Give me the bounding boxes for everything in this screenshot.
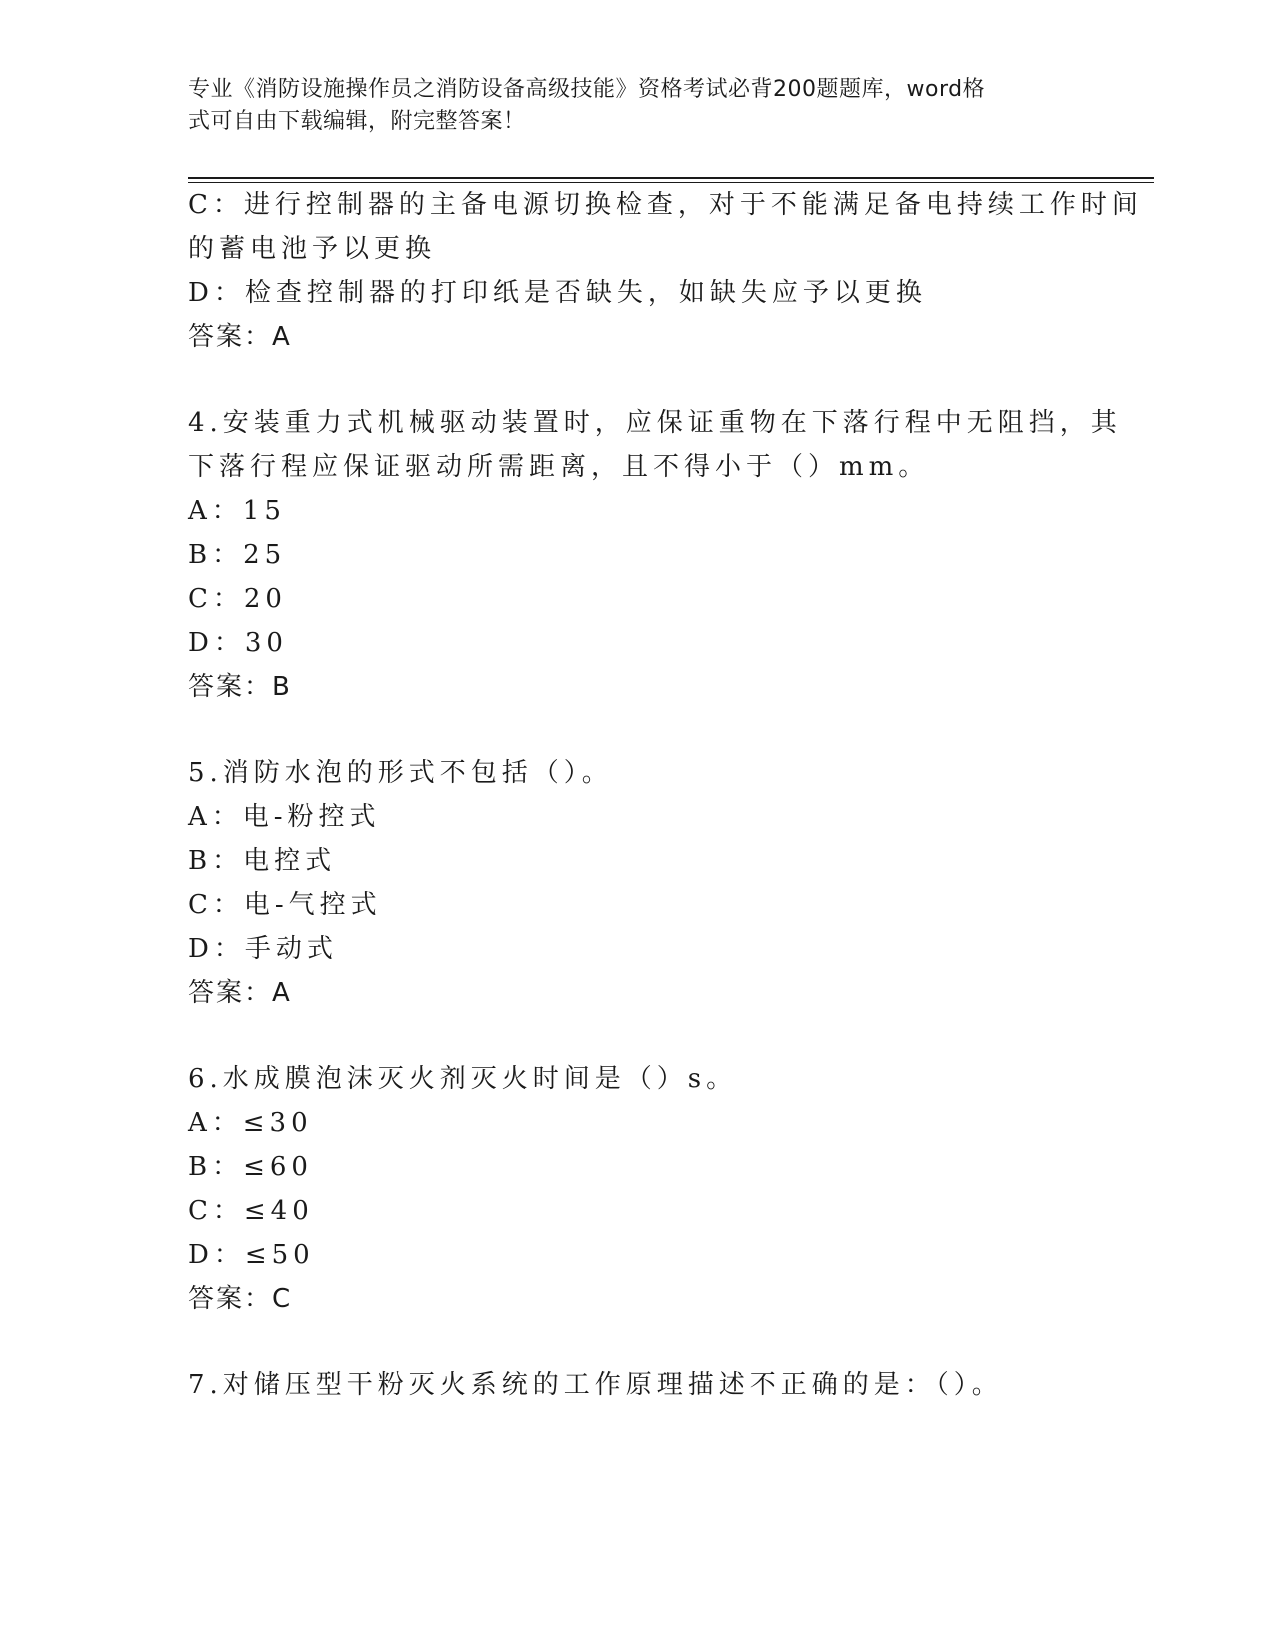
q4-stem-line-1: 4.安装重力式机械驱动装置时，应保证重物在下落行程中无阻挡，其: [188, 408, 1122, 438]
q4-option-d: D：30: [188, 628, 288, 658]
q5-option-c: C：电-气控式: [188, 890, 382, 920]
q3-option-d: D：检查控制器的打印纸是否缺失，如缺失应予以更换: [188, 278, 927, 308]
q6-stem: 6.水成膜泡沫灭火剂灭火时间是（）s。: [188, 1064, 738, 1094]
q6-option-b: B：≤60: [188, 1152, 313, 1182]
q3-option-c-line-2: 的蓄电池予以更换: [188, 234, 437, 264]
header-line-1: 专业《消防设施操作员之消防设备高级技能》资格考试必背200题题库，word格: [188, 77, 986, 102]
document-header: [188, 74, 1068, 138]
q4-option-a: A：15: [188, 496, 286, 526]
q5-stem: 5.消防水泡的形式不包括（）。: [188, 758, 613, 788]
q5-answer: 答案：A: [188, 978, 292, 1008]
q4-option-b: B：25: [188, 540, 287, 570]
q6-option-d: D：≤50: [188, 1240, 315, 1270]
header-divider-thin: [188, 182, 1154, 183]
q4-stem-line-2: 下落行程应保证驱动所需距离，且不得小于（）mm。: [188, 452, 930, 482]
q7-stem: 7.对储压型干粉灭火系统的工作原理描述不正确的是：（）。: [188, 1370, 1003, 1400]
header-divider-thick: [188, 177, 1154, 179]
q6-option-a: A：≤30: [188, 1108, 313, 1138]
q4-option-c: C：20: [188, 584, 287, 614]
q6-option-c: C：≤40: [188, 1196, 314, 1226]
q5-option-b: B：电控式: [188, 846, 337, 876]
q5-option-d: D：手动式: [188, 934, 338, 964]
q5-option-a: A：电-粉控式: [188, 802, 381, 832]
q3-answer: 答案：A: [188, 322, 292, 352]
header-line-2: 式可自由下载编辑，附完整答案！: [188, 109, 526, 134]
q4-answer: 答案：B: [188, 672, 292, 702]
q3-option-c-line-1: C：进行控制器的主备电源切换检查，对于不能满足备电持续工作时间: [188, 190, 1143, 220]
q6-answer: 答案：C: [188, 1284, 293, 1314]
